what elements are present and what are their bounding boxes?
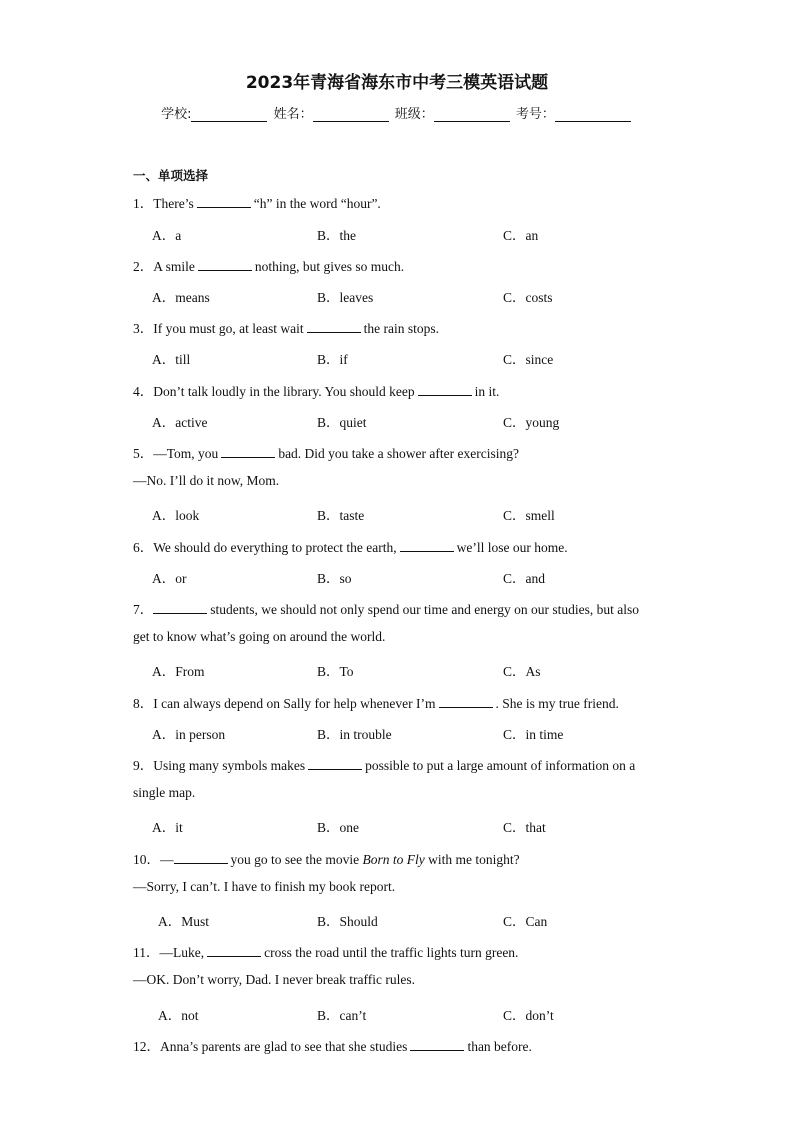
question-9-continued: single map. xyxy=(133,785,196,800)
option-b[interactable]: B．taste xyxy=(317,508,365,523)
option-c[interactable]: C．since xyxy=(503,352,554,367)
option-b[interactable]: B．if xyxy=(317,352,348,367)
option-a[interactable]: A．look xyxy=(152,508,200,523)
question-text: Using many symbols makes xyxy=(153,758,306,773)
question-12 xyxy=(133,1035,532,1055)
question-number: 4． xyxy=(133,384,154,399)
question-text: students, we should not only spend our time and energy on our studies, but also xyxy=(210,602,639,617)
answer-blank xyxy=(410,1037,464,1051)
question-text: in it. xyxy=(474,384,500,399)
answer-blank xyxy=(153,600,207,614)
question-text: “h” in the word “hour”. xyxy=(253,196,381,211)
student-info-line xyxy=(0,103,794,122)
question-number: 5． xyxy=(133,446,154,461)
question-number: 6． xyxy=(133,540,154,555)
option-c[interactable]: C．costs xyxy=(503,290,553,305)
question-4 xyxy=(133,380,499,400)
question-7-continued: get to know what’s going on around the world. xyxy=(133,629,386,644)
question-8 xyxy=(133,692,619,712)
option-b[interactable]: B．in trouble xyxy=(317,727,392,742)
question-1 xyxy=(133,192,381,212)
class-blank[interactable] xyxy=(434,107,510,122)
option-c[interactable]: C．Can xyxy=(503,914,548,929)
option-a[interactable]: A．From xyxy=(152,664,205,679)
option-a[interactable]: A．means xyxy=(152,290,210,305)
question-number: 3． xyxy=(133,321,154,336)
name-label: 姓名： xyxy=(273,107,313,122)
question-number: 11． xyxy=(133,945,160,960)
option-a[interactable]: A．active xyxy=(152,415,208,430)
option-a[interactable]: A．till xyxy=(152,352,191,367)
option-c[interactable]: C．As xyxy=(503,664,541,679)
question-text: cross the road until the traffic lights turn green. xyxy=(264,945,519,960)
option-b[interactable]: B．Should xyxy=(317,914,378,929)
question-text: with me tonight? xyxy=(428,852,520,867)
movie-title: Born to Fly xyxy=(362,852,425,867)
question-5-reply: —No. I’ll do it now, Mom. xyxy=(133,473,280,488)
question-text: . She is my true friend. xyxy=(495,696,619,711)
question-text: If you must go, at least wait xyxy=(153,321,304,336)
option-a[interactable]: A．not xyxy=(158,1008,199,1023)
question-3 xyxy=(133,317,439,337)
school-label: 学校: xyxy=(161,107,192,122)
option-c[interactable]: C．and xyxy=(503,571,545,586)
option-b[interactable]: B．the xyxy=(317,228,356,243)
name-blank[interactable] xyxy=(313,107,389,122)
class-label: 班级： xyxy=(394,107,434,122)
exam-title: 2023年青海省海东市中考三模英语试题 xyxy=(245,73,549,93)
question-text: Anna’s parents are glad to see that she studies xyxy=(160,1039,408,1054)
question-number: 1． xyxy=(133,196,154,211)
question-text: we’ll lose our home. xyxy=(456,540,568,555)
question-number: 7． xyxy=(133,602,154,617)
option-b[interactable]: B．To xyxy=(317,664,354,679)
question-text: possible to put a large amount of information on a xyxy=(365,758,636,773)
question-10-reply: —Sorry, I can’t. I have to finish my book report. xyxy=(133,879,396,894)
question-11 xyxy=(133,941,518,961)
answer-blank xyxy=(439,694,493,708)
question-5 xyxy=(133,442,519,462)
question-2 xyxy=(133,255,404,275)
question-text: than before. xyxy=(467,1039,532,1054)
question-text: A smile xyxy=(153,259,195,274)
option-c[interactable]: C．in time xyxy=(503,727,564,742)
question-text: Don’t talk loudly in the library. You should keep xyxy=(153,384,415,399)
question-text: nothing, but gives so much. xyxy=(254,259,405,274)
section-title: 一、单项选择 xyxy=(133,168,209,183)
question-text: There’s xyxy=(153,196,194,211)
option-c[interactable]: C．don’t xyxy=(503,1008,554,1023)
answer-blank xyxy=(174,850,228,864)
question-text: —Luke, xyxy=(159,945,205,960)
question-7 xyxy=(133,598,639,618)
option-c[interactable]: C．that xyxy=(503,820,546,835)
option-b[interactable]: B．so xyxy=(317,571,352,586)
school-blank[interactable] xyxy=(191,107,267,122)
question-number: 12． xyxy=(133,1039,160,1054)
question-text: We should do everything to protect the earth, xyxy=(153,540,397,555)
question-text: the rain stops. xyxy=(363,321,439,336)
question-text: — xyxy=(160,852,174,867)
option-a[interactable]: A．in person xyxy=(152,727,226,742)
question-text: bad. Did you take a shower after exercising? xyxy=(278,446,519,461)
question-text: I can always depend on Sally for help whenever I’m xyxy=(153,696,436,711)
id-label: 考号： xyxy=(515,107,555,122)
option-c[interactable]: C．smell xyxy=(503,508,555,523)
option-b[interactable]: B．leaves xyxy=(317,290,374,305)
answer-blank xyxy=(207,943,261,957)
question-6 xyxy=(133,536,568,556)
option-c[interactable]: C．young xyxy=(503,415,560,430)
option-b[interactable]: B．can’t xyxy=(317,1008,367,1023)
question-number: 9． xyxy=(133,758,154,773)
question-number: 2． xyxy=(133,259,154,274)
option-a[interactable]: A．a xyxy=(152,228,182,243)
question-text: —Tom, you xyxy=(153,446,219,461)
question-number: 8． xyxy=(133,696,154,711)
option-b[interactable]: B．one xyxy=(317,820,359,835)
answer-blank xyxy=(418,382,472,396)
question-text: you go to see the movie xyxy=(230,852,360,867)
question-9 xyxy=(133,754,635,774)
option-a[interactable]: A．it xyxy=(152,820,183,835)
question-number: 10． xyxy=(133,852,160,867)
answer-blank xyxy=(198,257,252,271)
answer-blank xyxy=(400,538,454,552)
answer-blank xyxy=(221,444,275,458)
question-11-reply: —OK. Don’t worry, Dad. I never break traffic rules. xyxy=(133,972,416,987)
question-10 xyxy=(133,848,520,868)
answer-blank xyxy=(197,194,251,208)
answer-blank xyxy=(308,756,362,770)
option-a[interactable]: A．or xyxy=(152,571,187,586)
option-b[interactable]: B．quiet xyxy=(317,415,367,430)
option-a[interactable]: A．Must xyxy=(158,914,210,929)
option-c[interactable]: C．an xyxy=(503,228,539,243)
answer-blank xyxy=(307,319,361,333)
id-blank[interactable] xyxy=(555,107,631,122)
